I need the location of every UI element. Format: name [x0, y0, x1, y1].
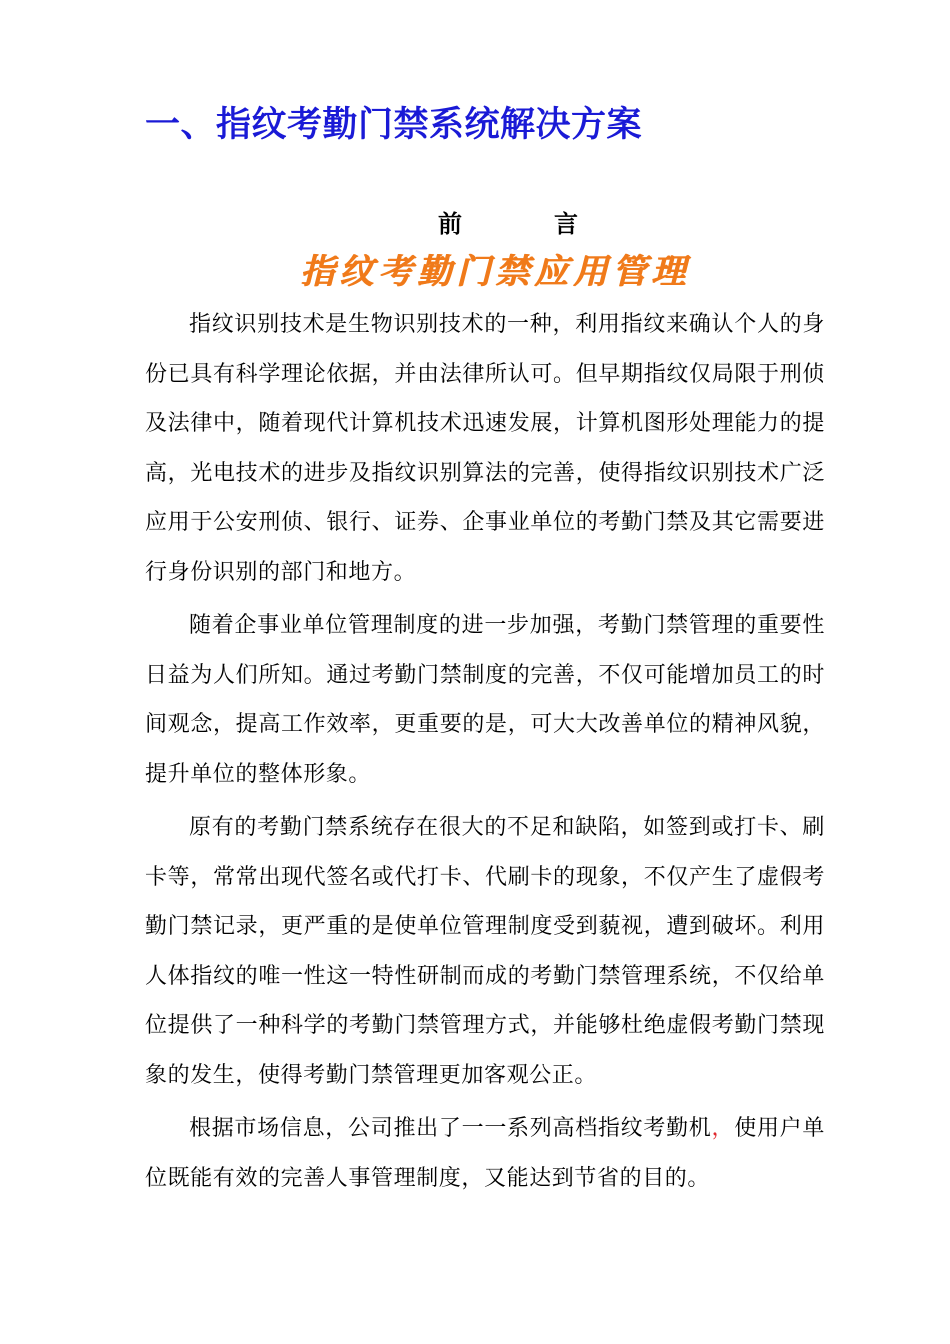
accent-comma: ， — [711, 1116, 735, 1141]
paragraph-3: 原有的考勤门禁系统存在很大的不足和缺陷，如签到或打卡、刷卡等，常常出现代签名或代打卡、代刷卡的现象，不仅产生了虚假考勤门禁记录，更严重的是使单位管理制度受到藐视，遭到破坏。利用人体指纹的唯一性这一特性研制而成的考勤门禁管理系统，不仅给单位提供了一种科学的考勤门禁管理方式，并能够杜绝虚假考勤门禁现象的发生，使得考勤门禁管理更加客观公正。 — [145, 815, 825, 1088]
body-text — [145, 300, 825, 1203]
subtitle: 指纹考勤门禁应用管理 — [300, 252, 690, 292]
paragraph-2: 随着企事业单位管理制度的进一步加强，考勤门禁管理的重要性日益为人们所知。通过考勤门禁制度的完善，不仅可能增加员工的时间观念，提高工作效率，更重要的是，可大大改善单位的精神风貌，提升单位的整体形象。 — [145, 613, 825, 787]
preface-char-1: 前 — [438, 210, 462, 238]
paragraph-1: 指纹识别技术是生物识别技术的一种，利用指纹来确认个人的身份已具有科学理论依据，并由法律所认可。但早期指纹仅局限于刑侦及法律中，随着现代计算机技术迅速发展，计算机图形处理能力的提高，光电技术的进步及指纹识别算法的完善，使得指纹识别技术广泛应用于公安刑侦、银行、证券、企事业单位的考勤门禁及其它需要进行身份识别的部门和地方。 — [145, 312, 825, 585]
preface-label — [438, 206, 578, 242]
preface-char-2: 言 — [554, 210, 578, 238]
paragraph-4 — [145, 1104, 825, 1203]
paragraph-4-start: 根据市场信息，公司推出了一一系列高档指纹考勤机 — [189, 1116, 712, 1141]
section-heading: 一、指纹考勤门禁系统解决方案 — [145, 105, 643, 145]
paragraph-4-end: 使用户单位既能有效的完善人事管理制度，又能达到节省的目的。 — [145, 1116, 825, 1191]
